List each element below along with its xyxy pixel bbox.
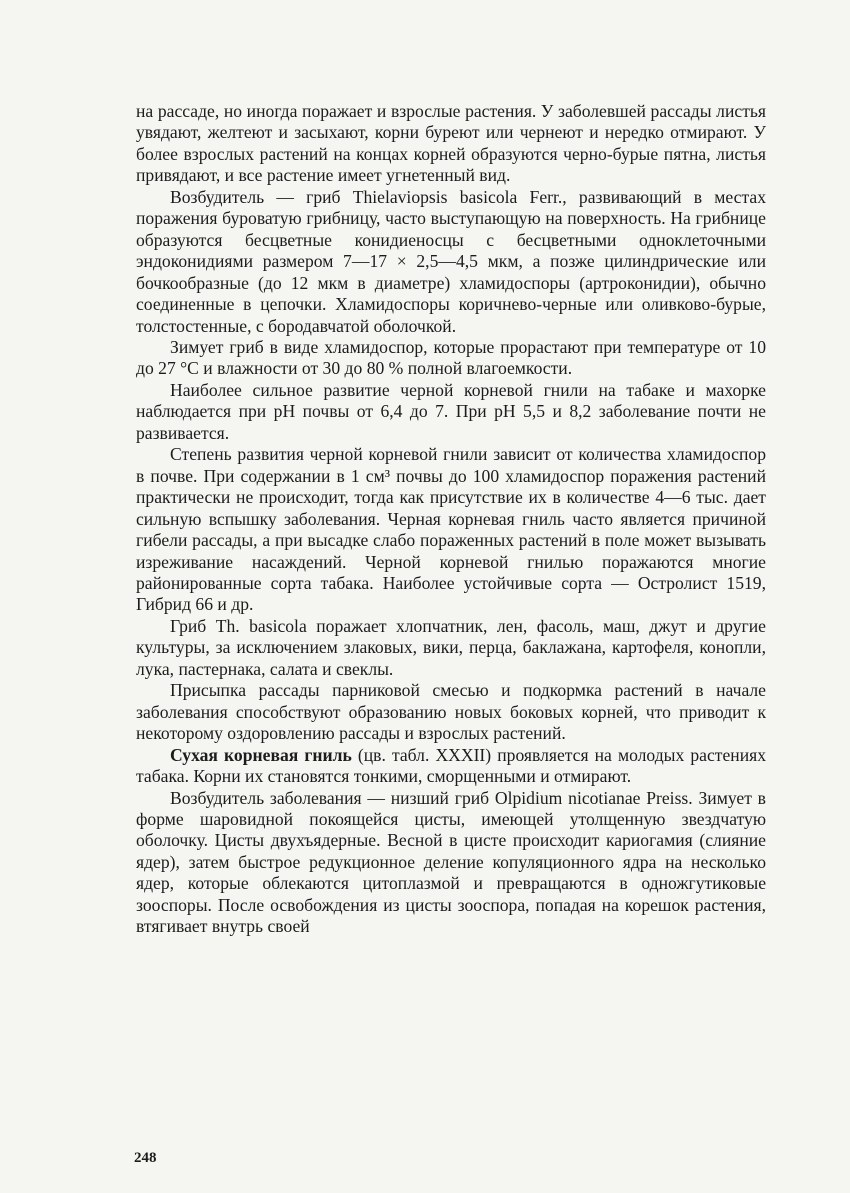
paragraph: Возбудитель заболевания — низший гриб Olpidium nicotianae Preiss. Зимует в форме шаровидной покоящейся цисты, имеющей утолщенную звездчатую оболочку. Цисты двухъядерные. Весной в цисте происходит кариогамия (слияние ядер), затем быстрое редукционное деление копуляционного ядра на несколько ядер, которые облекаются цитоплазмой и превращаются в одножгутиковые зооспоры. После освобождения из цисты зооспора, попадая на корешок растения, втягивает внутрь своей [136,787,766,937]
paragraph: Степень развития черной корневой гнили зависит от количества хламидоспор в почве. При содержании в 1 см³ почвы до 100 хламидоспор поражения растений практически не происходит, тогда как присутствие их в количестве 4—6 тыс. дает сильную вспышку заболевания. Черная корневая гниль часто является причиной гибели рассады, а при высадке слабо пораженных растений в поле может вызывать изреживание насаждений. Черной корневой гнилью поражаются многие районированные сорта табака. Наиболее устойчивые сорта — Остролист 1519, Гибрид 66 и др. [136,444,766,615]
paragraph: Гриб Th. basicola поражает хлопчатник, лен, фасоль, маш, джут и другие культуры, за исключением злаковых, вики, перца, баклажана, картофеля, конопли, лука, пастернака, салата и свеклы. [136,615,766,679]
paragraph-dry-rot [136,745,766,788]
body-text [136,101,766,938]
paragraph-text: (цв. табл. XXXII) проявляется на молодых растениях табака. Корни их становятся тонкими, сморщенными и отмирают. [136,744,767,787]
paragraph: на рассаде, но иногда поражает и взрослые растения. У заболевшей рассады листья увядают, желтеют и засыхают, корни буреют или чернеют и нередко отмирают. У более взрослых растений на концах корней образуются черно-бурые пятна, листья привядают, и все растение имеет угнетенный вид. [136,101,766,186]
paragraph: Возбудитель — гриб Thielaviopsis basicola Ferr., развивающий в местах поражения буроватую грибницу, часто выступающую на поверхность. На грибнице образуются бесцветные конидиеносцы с бесцветными одноклеточными эндоконидиями размером 7—17 × 2,5—4,5 мкм, а позже цилиндрические или бочкообразные (до 12 мкм в диаметре) хламидоспоры (артроконидии), обычно соединенные в цепочки. Хламидоспоры коричнево-черные или оливково-бурые, толстостенные, с бородавчатой оболочкой. [136,186,766,336]
paragraph: Зимует гриб в виде хламидоспор, которые прорастают при температуре от 10 до 27 °С и влажности от 30 до 80 % полной влагоемкости. [136,336,766,379]
section-heading: Сухая корневая гниль [170,744,352,765]
page-number: 248 [134,1150,157,1166]
paragraph: Присыпка рассады парниковой смесью и подкормка растений в начале заболевания способствуют образованию новых боковых корней, что приводит к некоторому оздоровлению рассады и взрослых растений. [136,680,766,744]
paragraph: Наиболее сильное развитие черной корневой гнили на табаке и махорке наблюдается при рН почвы от 6,4 до 7. При рН 5,5 и 8,2 заболевание почти не развивается. [136,379,766,443]
